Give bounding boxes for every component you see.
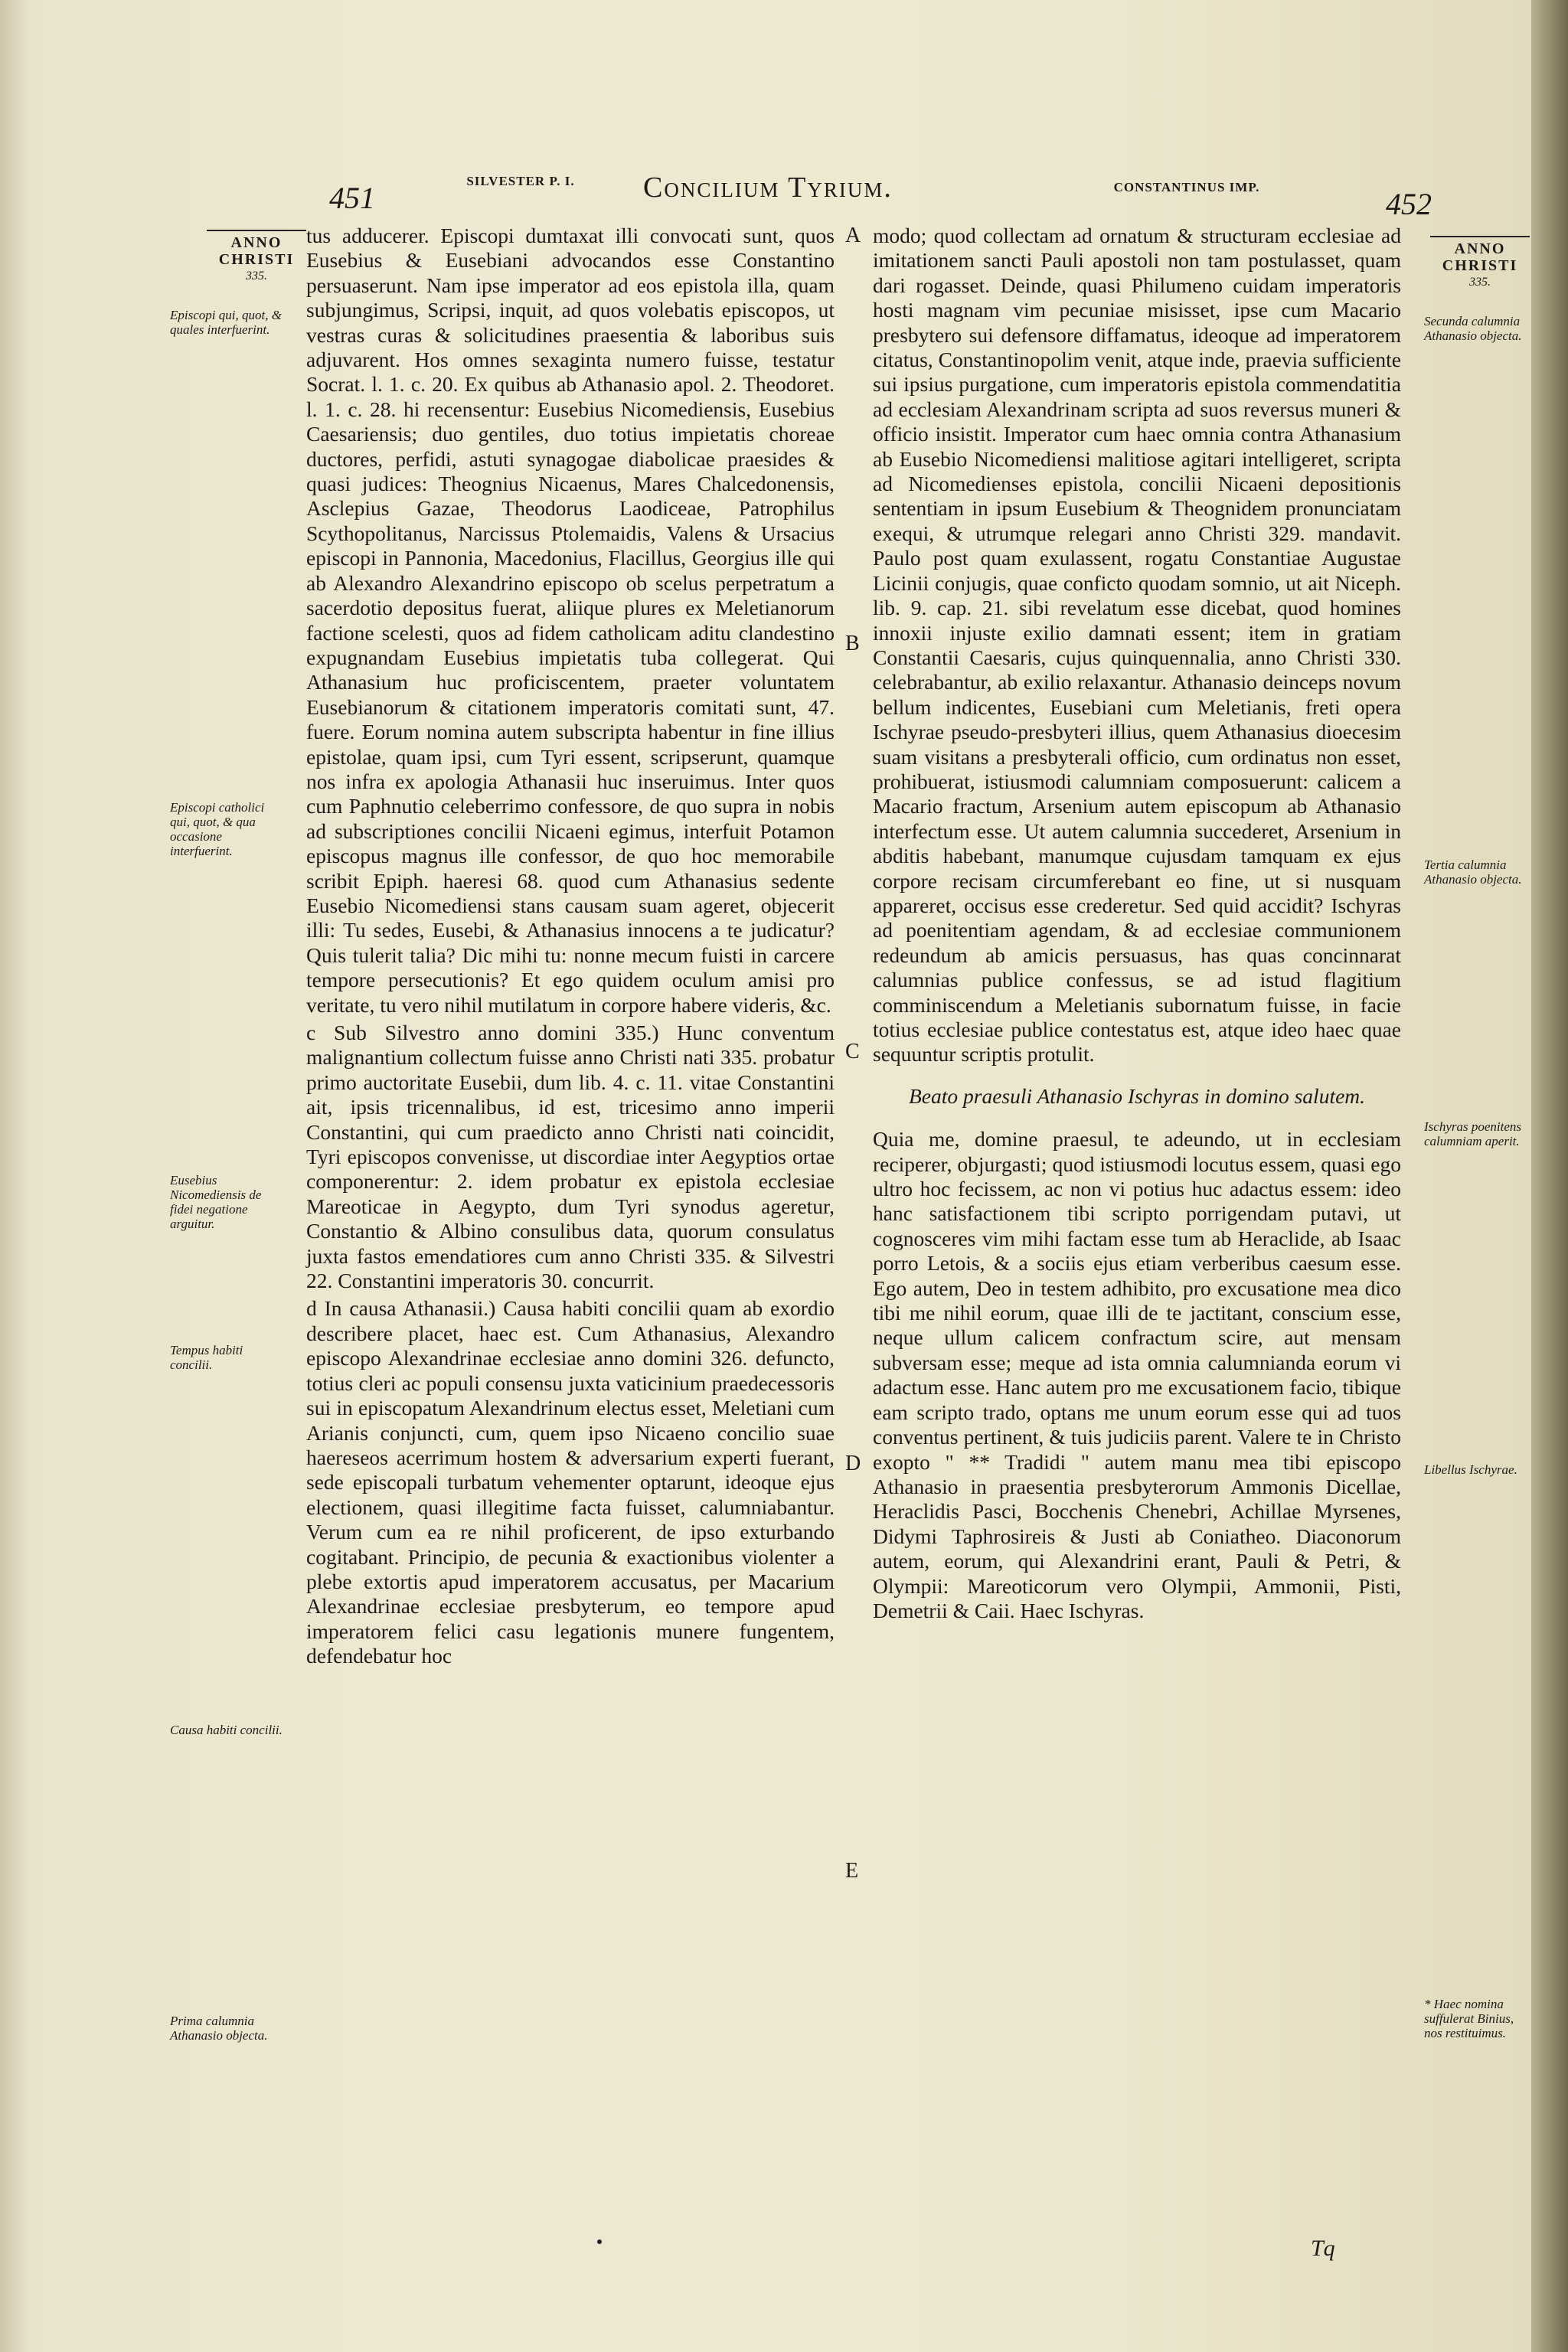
section-letter: A xyxy=(845,224,861,247)
text-column-left xyxy=(306,224,835,1669)
page-header xyxy=(0,165,1531,221)
margin-note-left: Prima calumnia Athanasio objecta. xyxy=(170,2014,268,2043)
margin-note-right: Tertia calumnia Athanasio objecta. xyxy=(1424,858,1522,887)
letter-body: Quia me, domine praesul, te adeundo, ut in ecclesiam reciperer, objurgasti; quod istiusmodi locutus essem, quasi ego ultro hoc fecissem, ac non vi potius huc adactus essem: ideo hanc satisfactionem tibi scripto porrigendam putavi, ut cognosceres vim mihi factam esse tum ab Heraclide, ab Isaac porro Letois, & a sociis ejus etiam verberibus caesum esse. Ego autem, Deo in testem adhibito, pro excusatione mea dico tibi me nihil eorum, quae illi de te jactitant, conscium esse, neque ullum calicem confractum scire, aut mensam subversam esse; meque ad ista omnia calumnianda eorum vi adactum esse. Hanc autem pro me excusationem facio, tibique eam scripto trado, optans me unum eorum esse qui ad tuos conventus pertinent, & tuis judiciis parent. Valere te in Christo exopto " ** Tradidi " autem manu mea tibi episcopo Athanasio in praesentia presbyterorum Ammonis Dicellae, Heraclidis Pasci, Bocchenis Chenebri, Achillae Myrsenes, Didymi Taphrosireis & Justi ab Coniatheo. Diaconorum autem, eorum, qui Alexandrini erant, Pauli & Petri, & Olympii: Mareoticorum vero Olympii, Ammonii, Pisti, Demetrii & Caii. Haec Ischyras. xyxy=(873,1127,1401,1622)
anno-christi-left xyxy=(207,230,306,285)
margin-note-right: Ischyras poenitens calumniam aperit. xyxy=(1424,1119,1522,1148)
gutter-shadow xyxy=(0,0,31,2352)
margin-note-left: Causa habiti concilii. xyxy=(170,1723,283,1737)
section-letter: B xyxy=(845,632,860,655)
page-edge-shadow xyxy=(1531,0,1568,2352)
section-letter: E xyxy=(845,1859,859,1883)
page-title: Concilium Tyrium. xyxy=(643,172,893,204)
page-number-right: 452 xyxy=(1386,187,1432,221)
text-column-right xyxy=(873,224,1401,1623)
footnote-paragraph: d In causa Athanasii.) Causa habiti concilii quam ab exordio describere placet, haec est. Cum Athanasius, Alexandro episcopo Alexandrinae ecclesiae anno domini 326. defuncto, totius cleri ac populi consensu juxta vaticinium praedecessoris sui in episcopatum Alexandrinum electus esset, Meletiani cum Arianis conjuncti, cum, quem ipso Nicaeno concilio suae haereseos acerrimum hostem & adversarium experti fuerant, sede episcopali turbatum vehementer optarunt, ideoque ejus electionem, quasi illegitime facta fuisset, calumniabantur. Verum cum ea re nihil proficerent, de ipso exturbando cogitabant. Principio, de pecunia & exactionibus violenter a plebe extortis apud imperatorem accusatus, per Macarium Alexandrinae ecclesiae presbyterum, eo tempore apud imperatorem felici casu legationis munere fungentem, defendebatur hoc xyxy=(306,1296,835,1668)
margin-note-left: Episcopi qui, quot, & quales interfuerint. xyxy=(170,308,282,337)
paragraph: tus adducerer. Episcopi dumtaxat illi convocati sunt, quos Eusebius & Eusebiani advocandos esse Constantino persuaserunt. Nam ipse imperator ad eos epistola illa, quam subjungimus, Scripsi, inquit, ad quos volebatis episcopos, ut vestras curas & solicitudines praesentia & laboribus suis adjuvarent. Hos omnes sexaginta numero fuisse, testatur Socrat. l. 1. c. 20. Ex quibus ab Athanasio apol. 2. Theodoret. l. 1. c. 28. hi recensentur: Eusebius Nicomediensis, Eusebius Caesariensis; duo gentiles, duo totius impietatis choreae ductores, perfidi, astuti synagogae diabolicae praesides & quasi judices: Theognius Nicaenus, Mares Chalcedonensis, Asclepius Gazae, Theodorus Laodiceae, Patrophilus Scythopolitanus, Narcissus Ptolemaidis, Valens & Ursacius episcopi in Pannonia, Macedonius, Flacillus, Georgius ille qui ab Alexandro Alexandrino episcopo ob scelus perpetratum a sacerdotio depositus fuerat, aliique plures ex Meletianorum factione scelesti, quos ad fidem catholicam aditu clandestino expugnandam Eusebius impietatis tuba collegerat. Qui Athanasium huc proficiscentem, praeter voluntatem Eusebianorum & citationem imperatoris comitati sunt, 47. fuere. Eorum nomina autem subscripta habentur in fine illius epistolae, quam ipsi, cum Tyri essent, scripserunt, quamque nos infra ex apologia Athanasii huc inseruimus. Inter quos cum Paphnutio celeberrimo confessore, de quo supra in nobis ad subscriptiones concilii Nicaeni egimus, interfuit Potamon episcopus magnus ille confessor, de quo hoc memorabile scribit Epiph. haeresi 68. quod cum Athanasius sedente Eusebio Nicomediensi stans causam suam ageret, objecerit illi: Tu sedes, Eusebi, & Athanasius innocens a te judicatur? Quis tulerit talia? Dic mihi tu: nonne mecum fuisti in carcere tempore persecutionis? Et ego quidem oculum amisi pro veritate, tu vero nihil mutilatum in corpore habere videris, &c. xyxy=(306,224,835,1017)
footnote-paragraph: c Sub Silvestro anno domini 335.) Hunc conventum malignantium collectum fuisse anno Christi nati 335. probatur primo auctoritate Eusebii, dum lib. 4. c. 11. vitae Constantini ait, ipsis tricennalibus, id est, tricesimo anno imperii Constantini, qui cum praedicto anno Christi nati coincidit, Tyri episcopos convenisse, ut discordiae inter Aegyptios ortae componerentur: 2. idem probatur ex epistola ecclesiae Mareoticae in Aegypto, dum Tyri synodus ageretur, Constantio & Albino consulibus data, quorum consulatus juxta fastos emendatiores cum anno Christi 335. & Silvestri 22. Constantini imperatoris 30. concurrit. xyxy=(306,1021,835,1293)
section-letter: C xyxy=(845,1040,860,1063)
margin-note-left: Tempus habiti concilii. xyxy=(170,1343,243,1372)
section-letter: D xyxy=(845,1452,861,1475)
catchword: Tq xyxy=(1311,2236,1335,2261)
margin-note-right: Secunda calumnia Athanasio objecta. xyxy=(1424,314,1522,343)
paragraph: modo; quod collectam ad ornatum & structuram ecclesiae ad imitationem sancti Pauli apostoli non tam postulasset, quam dari rogasset. Deinde, quasi Philumeno cuidam imperatoris hosti magnam vim pecuniae misisset, ipse cum Macario presbytero sui defensore diffamatus, ideoque ad imperatorem citatus, Constantinopolim venit, atque inde, praevia sufficiente sui ipsius purgatione, cum imperatoris epistola commendatitia ad ecclesiam Alexandrinam scripta ad suos reversus muneri & officio insistit. Imperator cum haec omnia contra Athanasium ab Eusebio Nicomediensi malitiose agitari intelligeret, scripta ad Nicomedienses epistola, concilii Nicaeni depositionis sententiam in ipsum Eusebium & Theognidem pronunciatam exequi, & utrumque relegari anno Christi 329. mandavit. Paulo post quam exulassent, rogatu Constantiae Augustae Licinii conjugis, quae conficto quodam somnio, ut ait Niceph. lib. 9. cap. 21. sibi revelatum esse dicebat, quod homines innoxii injuste exilio damnati essent; item in gratiam Constantii Caesaris, cujus quinquennalia, anno Christi 330. celebrabantur, ab exilio relaxantur. Athanasio deinceps novum bellum indicentes, Eusebiani cum Meletianis, freti opera Ischyrae pseudo-presbyteri illius, quem Athanasius dioecesim suam visitans a presbyterali officio, cum ordinatus non esset, prohibuerat, istiusmodi calumniam composuerunt: calicem a Macario fractum, Arsenium autem episcopum ab Athanasio interfectum esse. Ut autem calumnia succederet, Arsenium in abditis habebant, manumque cujusdam tamquam ex ejus corpore recisam circumferebant eo fine, ut si nusquam appareret, occisus esse crederetur. Sed quid accidit? Ischyras ad poenitentiam agendam, & ad ecclesiae communionem redeundum ab amicis persuasus, has quas concinnarat calumnias publice confessus, se ad istud flagitium comminiscendum a Meletianis subornatum fuisse, in facie totius ecclesiae publice contestatus est, atque ideo haec quae sequuntur scriptis protulit. xyxy=(873,224,1401,1067)
margin-note-left: Episcopi catholici qui, quot, & qua occasione interfuerint. xyxy=(170,800,265,858)
letter-heading: Beato praesuli Athanasio Ischyras in domino salutem. xyxy=(908,1083,1366,1108)
anno-christi-right xyxy=(1430,236,1530,291)
anno-year: 335. xyxy=(246,270,267,283)
margin-note-right: * Haec nomina suffulerat Binius, nos restituimus. xyxy=(1424,1997,1514,2040)
running-head-left: SILVESTER P. I. xyxy=(466,174,575,188)
margin-note-left: Eusebius Nicomediensis de fidei negatione arguitur. xyxy=(170,1173,262,1231)
running-head-right: CONSTANTINUS IMP. xyxy=(1113,180,1260,194)
page-number-left: 451 xyxy=(329,181,375,215)
margin-note-right: Libellus Ischyrae. xyxy=(1424,1462,1517,1477)
anno-label: ANNO CHRISTI xyxy=(218,234,295,268)
ink-dot xyxy=(597,2239,602,2244)
anno-label: ANNO CHRISTI xyxy=(1442,240,1518,274)
anno-year: 335. xyxy=(1469,276,1491,289)
